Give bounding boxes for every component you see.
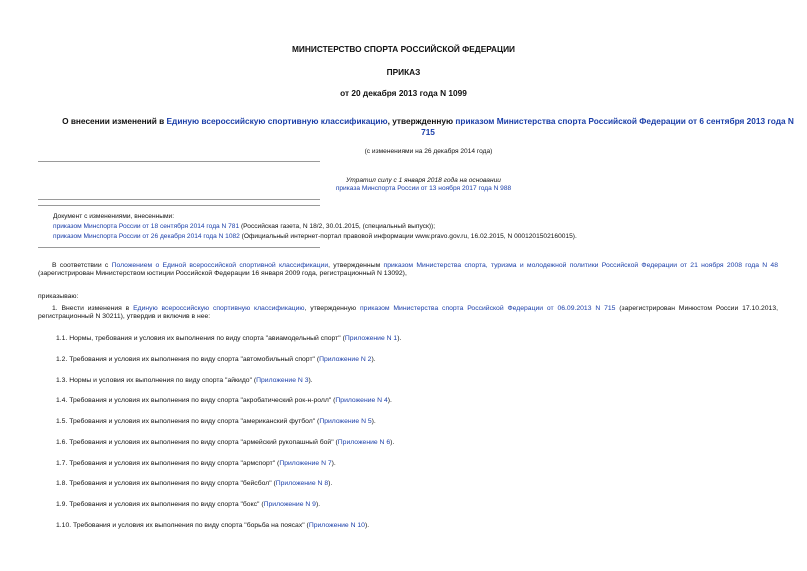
preamble-link-regulation[interactable]: Положением о Единой всероссийской спортивной классификации xyxy=(111,262,329,269)
appendix-link[interactable]: Приложение N 4 xyxy=(335,397,388,404)
expired-link[interactable]: приказа Минспорта России от 13 ноября 2017 года N 988 xyxy=(335,185,512,193)
list-item: 1.5. Требования и условия их выполнения по виду спорта "американский футбол" (Приложение N 5). xyxy=(56,418,376,425)
expired-note xyxy=(0,177,807,193)
expired-line: Утратил силу с 1 января 2018 года на основании xyxy=(346,177,501,184)
divider xyxy=(38,199,320,200)
appendix-link[interactable]: Приложение N 7 xyxy=(279,460,332,467)
appendix-link[interactable]: Приложение N 2 xyxy=(319,356,372,363)
appendix-link[interactable]: Приложение N 1 xyxy=(344,335,398,342)
amended-note: (с изменениями на 26 декабря 2014 года) xyxy=(364,148,493,155)
preamble-link-order-48[interactable]: приказом Министерства спорта, туризма и молодежной политики Российской Федерации от 21 ноября 2008 года N 48 xyxy=(383,262,778,269)
title-link-classification[interactable]: Единую всероссийскую спортивную классификацию xyxy=(166,116,388,126)
list-item: 1.3. Нормы и условия их выполнения по виду спорта "айкидо" (Приложение N 3). xyxy=(56,377,313,384)
amendment-link[interactable]: приказом Минспорта России от 18 сентября 2014 года N 781 xyxy=(53,223,240,231)
document-title xyxy=(58,116,798,138)
point-1-link-classification[interactable]: Единую всероссийскую спортивную классификацию xyxy=(133,305,305,312)
divider xyxy=(38,205,320,206)
point-1-link-order-715[interactable]: приказом Министерства спорта Российской Федерации от 06.09.2013 N 715 xyxy=(359,305,616,312)
preamble-text: (зарегистрирован Министерством юстиции Российской Федерации 16 января 2009 года, регистрационный N 13092), xyxy=(38,270,407,278)
amendment-item xyxy=(53,233,793,241)
list-item: 1.10. Требования и условия их выполнения по виду спорта "борьба на поясах" (Приложение N 10). xyxy=(56,522,370,529)
amendment-link[interactable]: приказом Минспорта России от 26 декабря 2014 года N 1082 xyxy=(53,233,240,241)
divider xyxy=(38,247,320,248)
preamble-text: В соответствии с xyxy=(52,262,112,269)
amendments-block xyxy=(53,213,793,242)
point-1-paragraph xyxy=(38,305,778,322)
doc-type-heading: ПРИКАЗ xyxy=(386,67,421,77)
list-item: 1.1. Нормы, требования и условия их выполнения по виду спорта "авиамодельный спорт" (Приложение N 1). xyxy=(56,335,402,342)
list-item: 1.8. Требования и условия их выполнения по виду спорта "бейсбол" (Приложение N 8). xyxy=(56,480,333,487)
point-1-text: 1. Внести изменения в xyxy=(52,305,134,312)
appendix-link[interactable]: Приложение N 9 xyxy=(263,501,316,508)
title-pre: О внесении изменений в xyxy=(62,116,167,126)
divider xyxy=(38,161,320,162)
date-number-heading: от 20 декабря 2013 года N 1099 xyxy=(340,88,467,98)
list-item: 1.9. Требования и условия их выполнения по виду спорта "бокс" (Приложение N 9). xyxy=(56,501,321,508)
point-1-text: , утвержденную xyxy=(304,305,360,312)
preamble-paragraph xyxy=(38,262,778,279)
appendix-link[interactable]: Приложение N 6 xyxy=(337,439,391,446)
amendments-intro: Документ с изменениями, внесенными: xyxy=(53,213,175,220)
list-item: 1.6. Требования и условия их выполнения по виду спорта "армейский рукопашный бой" (Приложение N 6). xyxy=(56,439,395,446)
appendix-link[interactable]: Приложение N 8 xyxy=(275,480,329,487)
amendment-rest: (Российская газета, N 18/2, 30.01.2015, (специальный выпуск)); xyxy=(239,223,436,231)
amendment-item xyxy=(53,223,793,231)
appendix-link[interactable]: Приложение N 5 xyxy=(319,418,372,425)
title-mid: , утвержденную xyxy=(387,116,456,126)
point-1-text: (зарегистрирован Минюстом России 17.10.2013, регистрационный N 30211), утвердив и включив в нее: xyxy=(38,305,778,321)
list-item: 1.2. Требования и условия их выполнения по виду спорта "автомобильный спорт" (Приложение N 2). xyxy=(56,356,376,363)
order-word: приказываю: xyxy=(38,293,79,300)
appendix-link[interactable]: Приложение N 3 xyxy=(256,377,309,384)
amendment-rest: (Официальный интернет-портал правовой информации www.pravo.gov.ru, 16.02.2015, N 0001201502160015). xyxy=(239,233,577,241)
list-item: 1.4. Требования и условия их выполнения по виду спорта "акробатический рок-н-ролл" (Приложение N 4). xyxy=(56,397,392,404)
list-item: 1.7. Требования и условия их выполнения по виду спорта "армспорт" (Приложение N 7). xyxy=(56,460,336,467)
preamble-text: , утвержденным xyxy=(328,262,384,269)
ministry-heading: МИНИСТЕРСТВО СПОРТА РОССИЙСКОЙ ФЕДЕРАЦИИ xyxy=(291,44,516,54)
title-link-order-715[interactable]: приказом Министерства спорта Российской Федерации от 6 сентября 2013 года N 715 xyxy=(421,116,794,137)
appendix-link[interactable]: Приложение N 10 xyxy=(308,522,365,529)
